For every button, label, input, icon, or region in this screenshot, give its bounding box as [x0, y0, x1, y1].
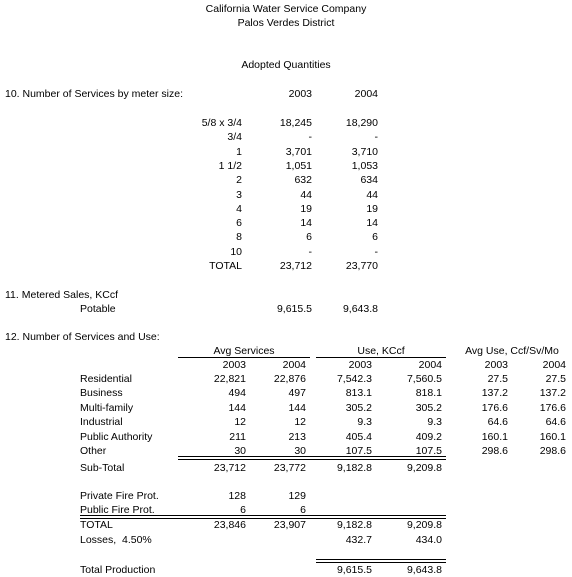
- meter-count-2004: -: [374, 245, 378, 258]
- total-production-label: Total Production: [80, 564, 156, 576]
- meter-count-2003: 6: [306, 231, 312, 244]
- meter-size-label: 4: [236, 202, 242, 215]
- customer-class-value: 64.6: [545, 416, 566, 429]
- meter-count-2004: -: [374, 131, 378, 144]
- section11-title: 11. Metered Sales, KCcf: [5, 289, 119, 301]
- subtotal-value: 9,182.8: [336, 462, 372, 474]
- customer-class-label: Residential: [80, 373, 132, 385]
- customer-class-value: 176.6: [481, 401, 508, 414]
- customer-class-value: 7,542.3: [336, 373, 372, 385]
- section12-year-header: 2004: [282, 359, 306, 371]
- group-avg-services: Avg Services: [213, 345, 275, 357]
- district-title: Palos Verdes District: [237, 17, 335, 29]
- production-rule-1: [316, 559, 446, 560]
- customer-class-label: Other: [80, 445, 107, 457]
- customer-class-value: 9.3: [357, 416, 372, 429]
- subtotal-value: 9,209.8: [406, 462, 442, 474]
- subtotal-value: 23,772: [273, 462, 306, 474]
- production-rule-2: [316, 562, 446, 563]
- section10-year-2004: 2004: [354, 88, 378, 100]
- meter-count-2003: 1,051: [285, 159, 312, 172]
- customer-class-value: 176.6: [539, 401, 566, 414]
- meter-count-2004: 18,290: [345, 117, 378, 129]
- section12-year-header: 2004: [542, 359, 566, 371]
- group-underline-use: [316, 357, 446, 358]
- total-value: 9,182.8: [336, 519, 372, 531]
- report-subtitle: Adopted Quantities: [241, 59, 331, 71]
- customer-class-value: 30: [234, 445, 246, 457]
- meter-count-2003: 23,712: [279, 260, 312, 272]
- meter-size-label: 1 1/2: [218, 159, 242, 172]
- losses-2004: 434.0: [415, 534, 442, 546]
- meter-count-2003: 44: [300, 188, 312, 201]
- meter-count-2003: 18,245: [279, 117, 312, 129]
- customer-class-value: 213: [288, 430, 306, 443]
- customer-class-value: 298.6: [481, 445, 508, 457]
- meter-count-2004: 23,770: [345, 260, 378, 272]
- customer-class-value: 813.1: [345, 387, 372, 400]
- fire-service-value: 6: [300, 504, 306, 516]
- potable-2003: 9,615.5: [276, 303, 312, 315]
- section12-year-header: 2004: [418, 359, 442, 371]
- meter-count-2003: 14: [300, 217, 312, 230]
- meter-count-2003: 3,701: [285, 145, 312, 158]
- section12-year-header: 2003: [348, 359, 372, 371]
- fire-service-value: 6: [240, 504, 246, 516]
- customer-class-value: 818.1: [415, 387, 442, 400]
- production-2003: 9,615.5: [336, 564, 372, 576]
- potable-2004: 9,643.8: [342, 303, 378, 315]
- losses-2003: 432.7: [345, 534, 372, 546]
- fire-service-value: 129: [288, 490, 306, 502]
- customer-class-value: 22,876: [273, 373, 306, 385]
- customer-class-value: 494: [228, 387, 246, 400]
- customer-class-value: 137.2: [481, 387, 508, 400]
- customer-class-label: Multi-family: [80, 401, 134, 414]
- fire-service-value: 128: [228, 490, 246, 502]
- customer-class-value: 27.5: [545, 373, 566, 385]
- customer-class-value: 211: [229, 430, 246, 443]
- meter-count-2003: 19: [300, 202, 312, 215]
- customer-class-value: 30: [294, 445, 306, 457]
- meter-size-label: 1: [236, 145, 242, 158]
- section10-year-2003: 2003: [288, 88, 312, 100]
- total-value: 23,907: [273, 519, 306, 531]
- customer-class-value: 298.6: [539, 445, 566, 457]
- meter-size-label: 5/8 x 3/4: [201, 117, 242, 129]
- meter-size-label: 8: [236, 231, 242, 244]
- private-fire-label: Private Fire Prot.: [80, 490, 159, 502]
- production-2004: 9,643.8: [406, 564, 442, 576]
- total-value: 9,209.8: [406, 519, 442, 531]
- customer-class-value: 409.2: [415, 430, 442, 443]
- customer-class-label: Industrial: [80, 416, 123, 429]
- subtotal-label: Sub-Total: [80, 462, 125, 474]
- meter-size-label: 3/4: [227, 131, 242, 144]
- total-label: TOTAL: [80, 519, 113, 531]
- customer-class-value: 64.6: [487, 416, 508, 429]
- section12-year-header: 2003: [484, 359, 508, 371]
- customer-class-value: 107.5: [345, 445, 372, 457]
- meter-count-2004: 44: [366, 188, 378, 201]
- section12-year-header: 2003: [222, 359, 246, 371]
- meter-count-2004: 19: [366, 202, 378, 215]
- subtotal-value: 23,712: [213, 462, 246, 474]
- customer-class-value: 9.3: [427, 416, 442, 429]
- customer-class-value: 405.4: [345, 430, 372, 443]
- losses-percent: 4.50%: [122, 534, 152, 546]
- meter-count-2004: 6: [372, 231, 378, 244]
- section10-title: 10. Number of Services by meter size:: [5, 88, 183, 100]
- customer-class-value: 160.1: [539, 430, 566, 443]
- customer-class-value: 22,821: [213, 373, 246, 385]
- section12-title: 12. Number of Services and Use:: [5, 331, 160, 343]
- customer-class-label: Business: [80, 387, 123, 400]
- total-value: 23,846: [213, 519, 246, 531]
- meter-size-label: 2: [236, 174, 242, 187]
- total-rule-1: [80, 515, 446, 516]
- customer-class-value: 144: [228, 401, 246, 414]
- meter-size-label: 3: [236, 188, 242, 201]
- meter-count-2003: 632: [294, 174, 312, 187]
- meter-size-label: TOTAL: [209, 260, 242, 272]
- customer-class-value: 305.2: [415, 401, 442, 414]
- customer-class-label: Public Authority: [80, 430, 153, 443]
- customer-class-value: 137.2: [539, 387, 566, 400]
- customer-class-value: 107.5: [415, 445, 442, 457]
- public-fire-label: Public Fire Prot.: [80, 504, 155, 516]
- meter-count-2003: -: [308, 131, 312, 144]
- meter-size-label: 10: [230, 245, 242, 258]
- meter-count-2004: 634: [360, 174, 378, 187]
- customer-class-value: 160.1: [481, 430, 508, 443]
- customer-class-value: 27.5: [487, 373, 508, 385]
- losses-label: Losses,: [80, 534, 117, 546]
- group-use-kccf: Use, KCcf: [357, 345, 405, 357]
- customer-class-value: 497: [288, 387, 306, 400]
- company-title: California Water Service Company: [205, 3, 367, 15]
- customer-class-value: 7,560.5: [406, 373, 442, 385]
- group-avg-use: Avg Use, Ccf/Sv/Mo: [465, 345, 559, 357]
- customer-class-value: 12: [294, 416, 306, 429]
- meter-count-2004: 14: [366, 217, 378, 230]
- customer-class-value: 305.2: [345, 401, 372, 414]
- subtotal-rule-2: [178, 459, 446, 460]
- customer-class-value: 12: [234, 416, 246, 429]
- customer-class-value: 144: [288, 401, 306, 414]
- meter-count-2004: 3,710: [351, 145, 378, 158]
- subtotal-rule-1: [178, 456, 446, 457]
- meter-size-label: 6: [236, 217, 242, 230]
- meter-count-2004: 1,053: [351, 159, 378, 172]
- meter-count-2003: -: [308, 245, 312, 258]
- group-underline-services: [178, 357, 310, 358]
- potable-label: Potable: [80, 303, 116, 315]
